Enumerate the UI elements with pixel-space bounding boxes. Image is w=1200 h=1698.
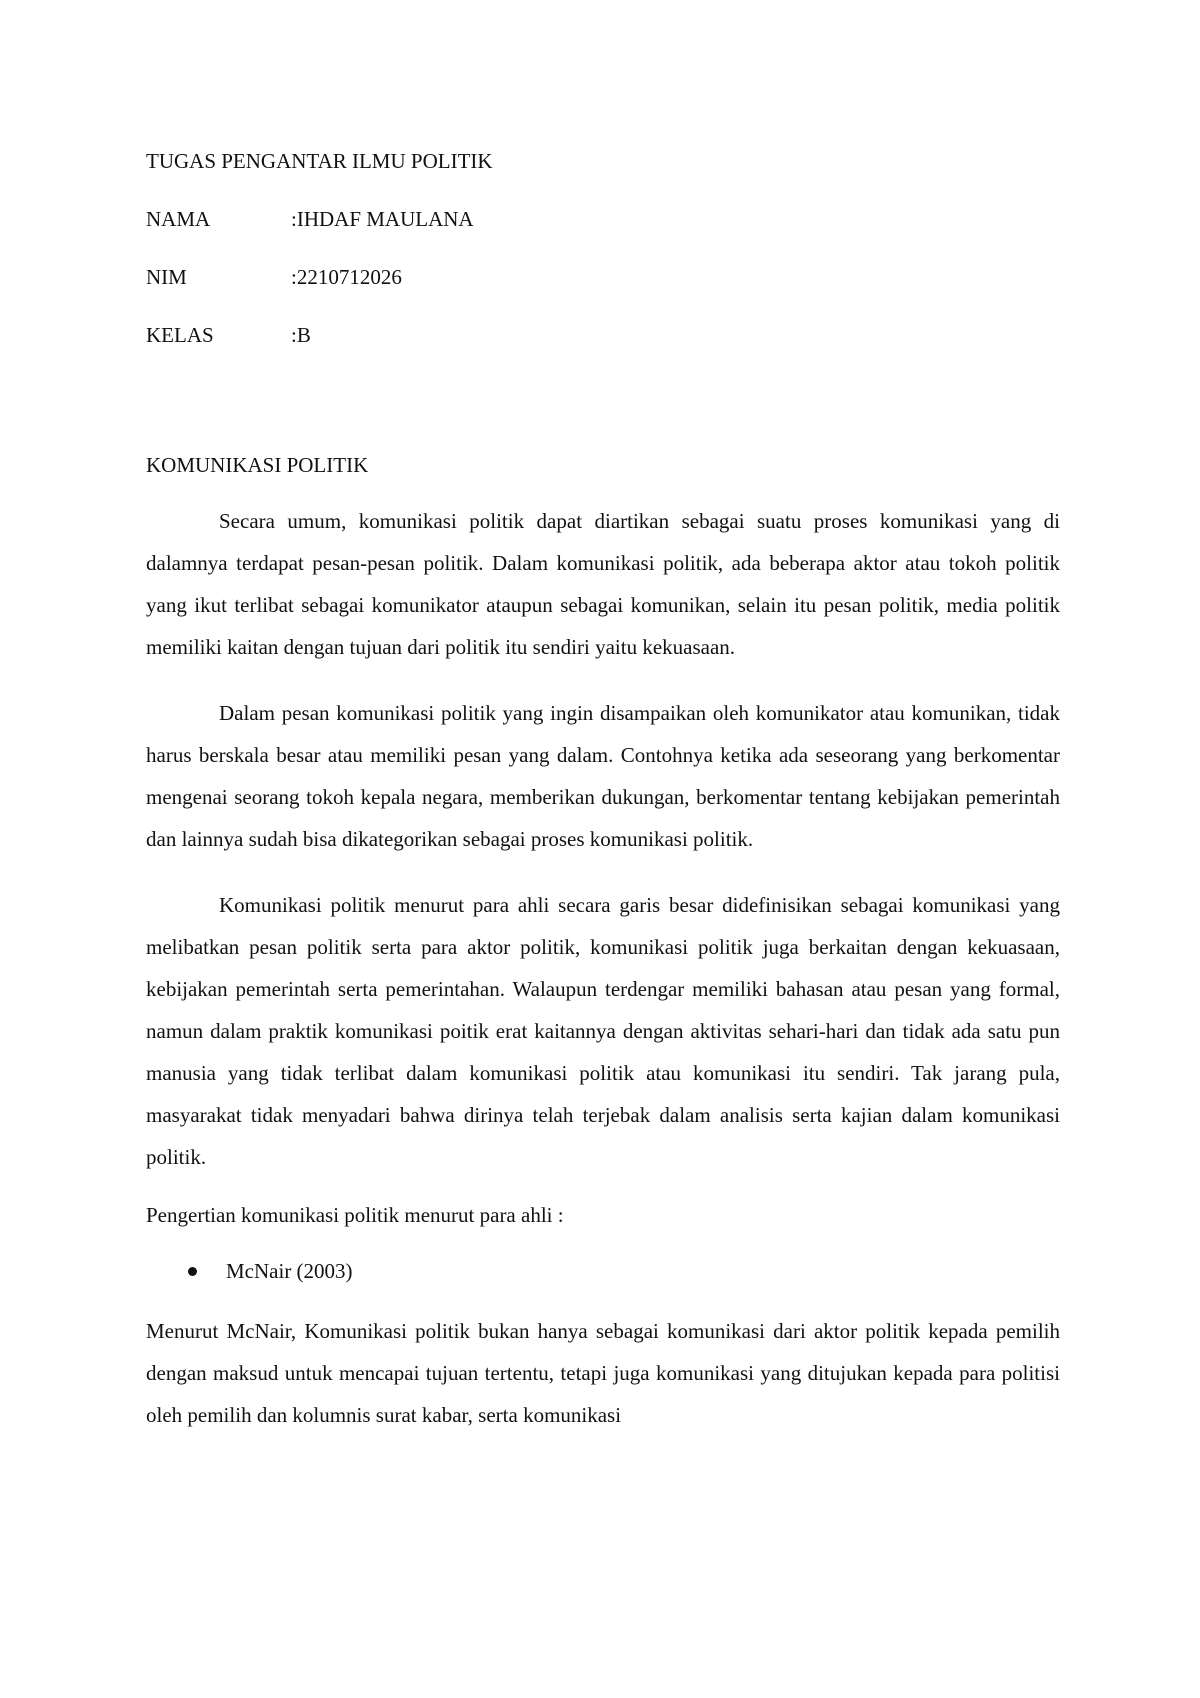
mcnair-paragraph: Menurut McNair, Komunikasi politik bukan hanya sebagai komunikasi dari aktor politik kepada pemilih dengan maksud untuk mencapai tujuan tertentu, tetapi juga komunikasi yang ditujukan kepada para politisi oleh pemilih dan kolumnis surat kabar, serta komunikasi [146, 1319, 1060, 1427]
assignment-title: TUGAS PENGANTAR ILMU POLITIK [146, 149, 493, 173]
paragraph: Secara umum, komunikasi politik dapat diartikan sebagai suatu proses komunikasi yang di dalamnya terdapat pesan-pesan politik. Dalam komunikasi politik, ada beberapa aktor atau tokoh politik yang ikut terlibat sebagai komunikator ataupun sebagai komunikan, selain itu pesan politik, media politik memiliki kaitan dengan tujuan dari politik itu sendiri yaitu kekuasaan. [146, 509, 1060, 659]
nim-field [146, 262, 1060, 292]
class-field [146, 320, 1060, 350]
bullet-item [146, 1250, 1060, 1292]
name-value: :IHDAF MAULANA [291, 207, 474, 231]
nim-label: NIM [146, 265, 187, 289]
bullet-label: McNair (2003) [226, 1259, 353, 1283]
experts-intro: Pengertian komunikasi politik menurut para ahli : [146, 1203, 564, 1227]
paragraph: Komunikasi politik menurut para ahli secara garis besar didefinisikan sebagai komunikasi yang melibatkan pesan politik serta para aktor politik, komunikasi politik juga berkaitan dengan kekuasaan, kebijakan pemerintah serta pemerintahan. Walaupun terdengar memiliki bahasan atau pesan yang formal, namun dalam praktik komunikasi poitik erat kaitannya dengan aktivitas sehari-hari dan tidak ada satu pun manusia yang tidak terlibat dalam komunikasi politik atau komunikasi itu sendiri. Tak jarang pula, masyarakat tidak menyadari bahwa dirinya telah terjebak dalam analisis serta kajian dalam komunikasi politik. [146, 893, 1060, 1169]
paragraph: Dalam pesan komunikasi politik yang ingin disampaikan oleh komunikator atau komunikan, tidak harus berskala besar atau memiliki pesan yang dalam. Contohnya ketika ada seseorang yang berkomentar mengenai seorang tokoh kepala negara, memberikan dukungan, berkomentar tentang kebijakan pemerintah dan lainnya sudah bisa dikategorikan sebagai proses komunikasi politik. [146, 701, 1060, 851]
nim-value: :2210712026 [291, 265, 402, 289]
section-title: KOMUNIKASI POLITIK [146, 453, 369, 477]
document-body [146, 146, 1060, 1436]
class-label: KELAS [146, 323, 214, 347]
bullet-icon [188, 1267, 197, 1276]
class-value: :B [291, 323, 311, 347]
name-field [146, 204, 1060, 234]
name-label: NAMA [146, 207, 211, 231]
